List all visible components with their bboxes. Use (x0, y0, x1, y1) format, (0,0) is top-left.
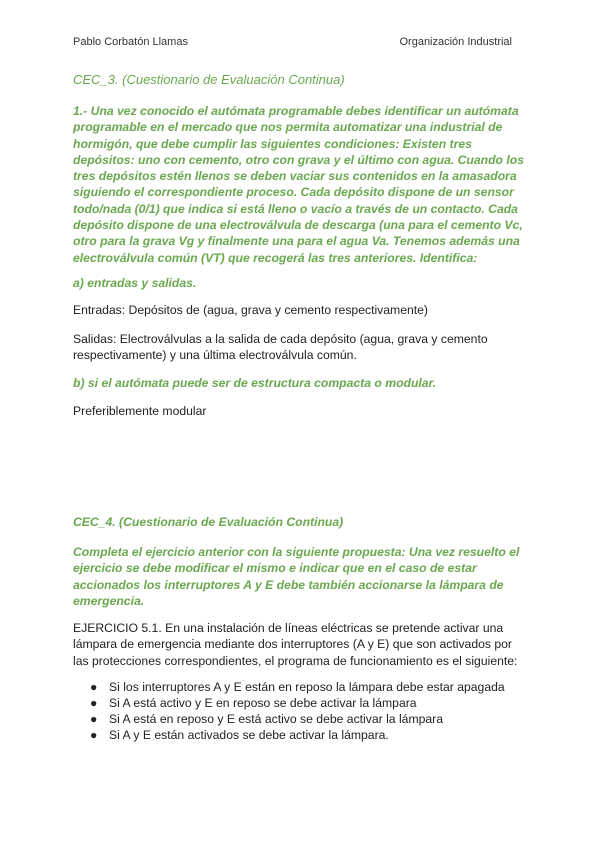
answer-outputs: Salidas: Electroválvulas a la salida de cada depósito (agua, grava y cemento respectivamente) y una última electroválvula común. (73, 332, 488, 363)
list-item (73, 727, 533, 743)
exercise-statement: EJERCICIO 5.1. En una instalación de líneas eléctricas se pretende activar una lámpara de emergencia mediante dos interruptores (A y E) que son activados por las protecciones correspondientes, el programa de funcionamiento es el siguiente: (73, 621, 518, 668)
list-item-text: Si los interruptores A y E están en reposo la lámpara debe estar apagada (109, 680, 505, 694)
cec4-title: CEC_4. (Cuestionario de Evaluación Continua) (73, 515, 344, 529)
cec3-part-a: a) entradas y salidas. (73, 276, 197, 290)
list-item (73, 711, 533, 727)
bullet-icon: ● (90, 728, 98, 742)
subject-name: Organización Industrial (399, 36, 512, 48)
author-name: Pablo Corbatón Llamas (73, 36, 188, 48)
bullet-icon: ● (90, 680, 98, 694)
cec3-question: 1.- Una vez conocido el autómata programable debes identificar un autómata programable en el mercado que nos permita automatizar una industrial de hormigón, que debe cumplir las siguientes condiciones: Existen tres depósitos: uno con cemento, otro con grava y el último con agua. Cuando los tres depósitos estén llenos se deben vaciar sus contenidos en la amasadora siguiendo el correspondiente proceso. Cada depósito dispone de un sensor todo/nada (0/1) que indica si está lleno o vacío a través de un contacto. Cada depósito dispone de una electroválvula de descarga (una para el cemento Vc, otro para la grava Vg y finalmente una para el agua Va. Tenemos además una electroválvula común (VT) que recogerá las tres anteriores. Identifica: (73, 104, 524, 265)
answer-b: Preferiblemente modular (73, 404, 207, 418)
cec4-prompt: Completa el ejercicio anterior con la siguiente propuesta: Una vez resuelto el ejercicio se debe modificar el mismo e indicar que en el caso de estar accionados los interruptores A y E debe también accionarse la lámpara de emergencia. (73, 545, 520, 608)
bullet-icon: ● (90, 712, 98, 726)
conditions-list (73, 679, 533, 743)
cec3-part-b: b) si el autómata puede ser de estructura compacta o modular. (73, 376, 437, 390)
list-item-text: Si A está activo y E en reposo se debe activar la lámpara (109, 696, 417, 710)
list-item-text: Si A y E están activados se debe activar la lámpara. (109, 728, 389, 742)
list-item (73, 679, 533, 695)
answer-inputs: Entradas: Depósitos de (agua, grava y cemento respectivamente) (73, 303, 428, 317)
bullet-icon: ● (90, 696, 98, 710)
page-header (73, 36, 512, 48)
cec3-title: CEC_3. (Cuestionario de Evaluación Continua) (73, 72, 345, 87)
list-item-text: Si A está en reposo y E está activo se debe activar la lámpara (109, 712, 443, 726)
list-item (73, 695, 533, 711)
